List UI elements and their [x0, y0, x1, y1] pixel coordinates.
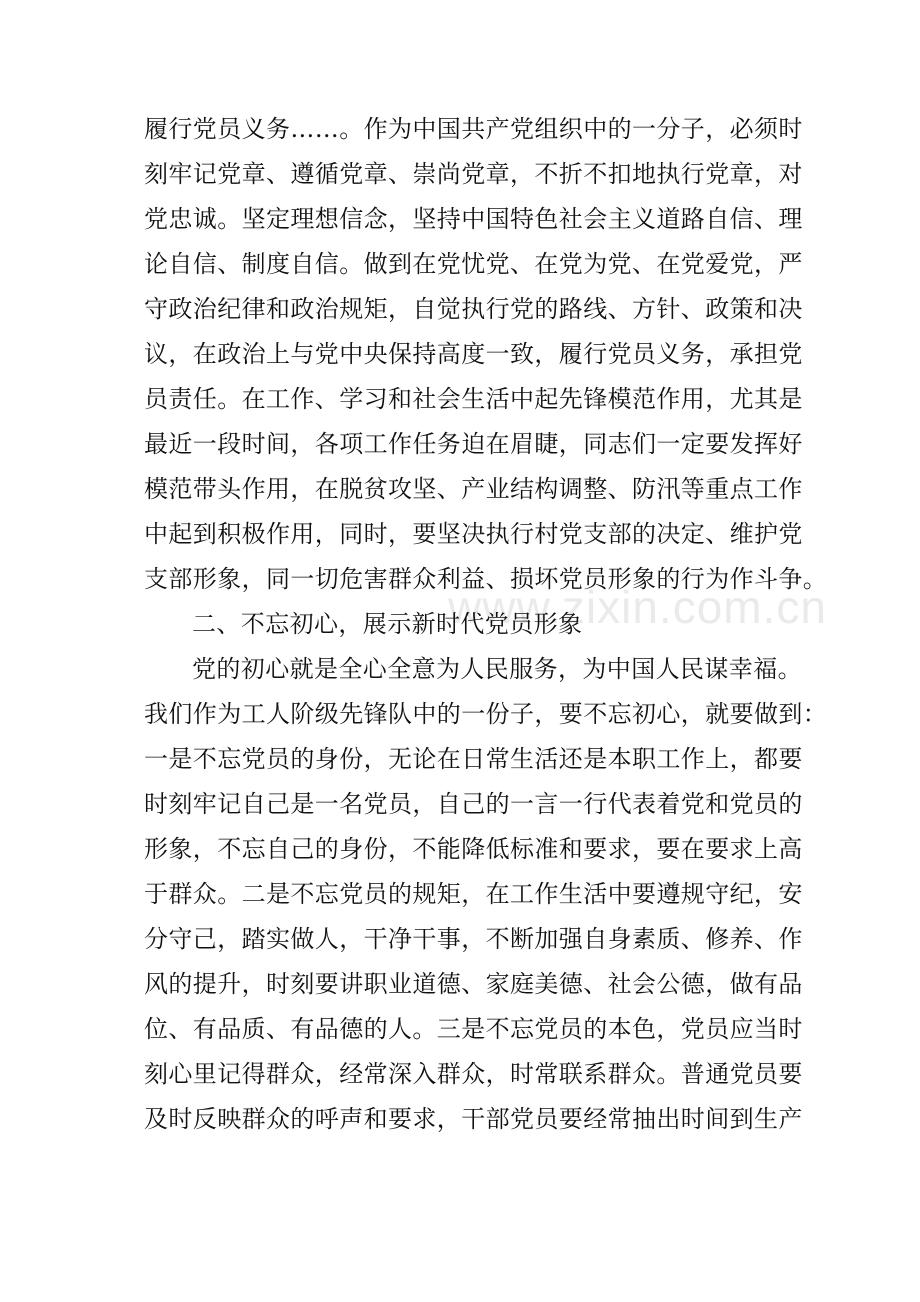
text-line: 一是不忘党员的身份，无论在日常生活还是本职工作上，都要: [144, 745, 803, 773]
text-line: 形象，不忘自己的身份，不能降低标准和要求，要在要求上高: [144, 835, 803, 863]
section-heading: 二、不忘初心，展示新时代党员形象: [192, 610, 583, 638]
text-line: 时刻牢记自己是一名党员，自己的一言一行代表着党和党员的: [144, 790, 803, 818]
text-line: 党的初心就是全心全意为人民服务，为中国人民谋幸福。: [192, 655, 802, 683]
text-line: 及时反映群众的呼声和要求，干部党员要经常抽出时间到生产: [144, 1105, 803, 1133]
text-line: 党忠诚。坚定理想信念，坚持中国特色社会主义道路自信、理: [144, 205, 803, 233]
text-line: 支部形象，同一切危害群众利益、损坏党员形象的行为作斗争。: [144, 565, 828, 593]
text-line: 最近一段时间，各项工作任务迫在眉睫，同志们一定要发挥好: [144, 430, 803, 458]
text-line: 论自信、制度自信。做到在党忧党、在党为党、在党爱党，严: [144, 250, 803, 278]
text-line: 风的提升，时刻要讲职业道德、家庭美德、社会公德，做有品: [144, 970, 803, 998]
text-line: 员责任。在工作、学习和社会生活中起先锋模范作用，尤其是: [144, 385, 803, 413]
text-line: 守政治纪律和政治规矩，自觉执行党的路线、方针、政策和决: [144, 295, 803, 323]
text-line: 刻牢记党章、遵循党章、崇尚党章，不折不扣地执行党章，对: [144, 160, 803, 188]
watermark: www.zixin.com.cn: [448, 581, 827, 633]
text-line: 于群众。二是不忘党员的规矩，在工作生活中要遵规守纪，安: [144, 880, 803, 908]
text-line: 模范带头作用，在脱贫攻坚、产业结构调整、防汛等重点工作: [144, 475, 803, 503]
text-line: 刻心里记得群众，经常深入群众，时常联系群众。普通党员要: [144, 1060, 803, 1088]
text-line: 履行党员义务……。作为中国共产党组织中的一分子，必须时: [144, 115, 803, 143]
text-line: 分守己，踏实做人，干净干事，不断加强自身素质、修养、作: [144, 925, 803, 953]
text-line: 我们作为工人阶级先锋队中的一份子，要不忘初心，就要做到：: [144, 700, 828, 728]
text-line: 中起到积极作用，同时，要坚决执行村党支部的决定、维护党: [144, 520, 803, 548]
text-line: 议，在政治上与党中央保持高度一致，履行党员义务，承担党: [144, 340, 803, 368]
text-line: 位、有品质、有品德的人。三是不忘党员的本色，党员应当时: [144, 1015, 803, 1043]
